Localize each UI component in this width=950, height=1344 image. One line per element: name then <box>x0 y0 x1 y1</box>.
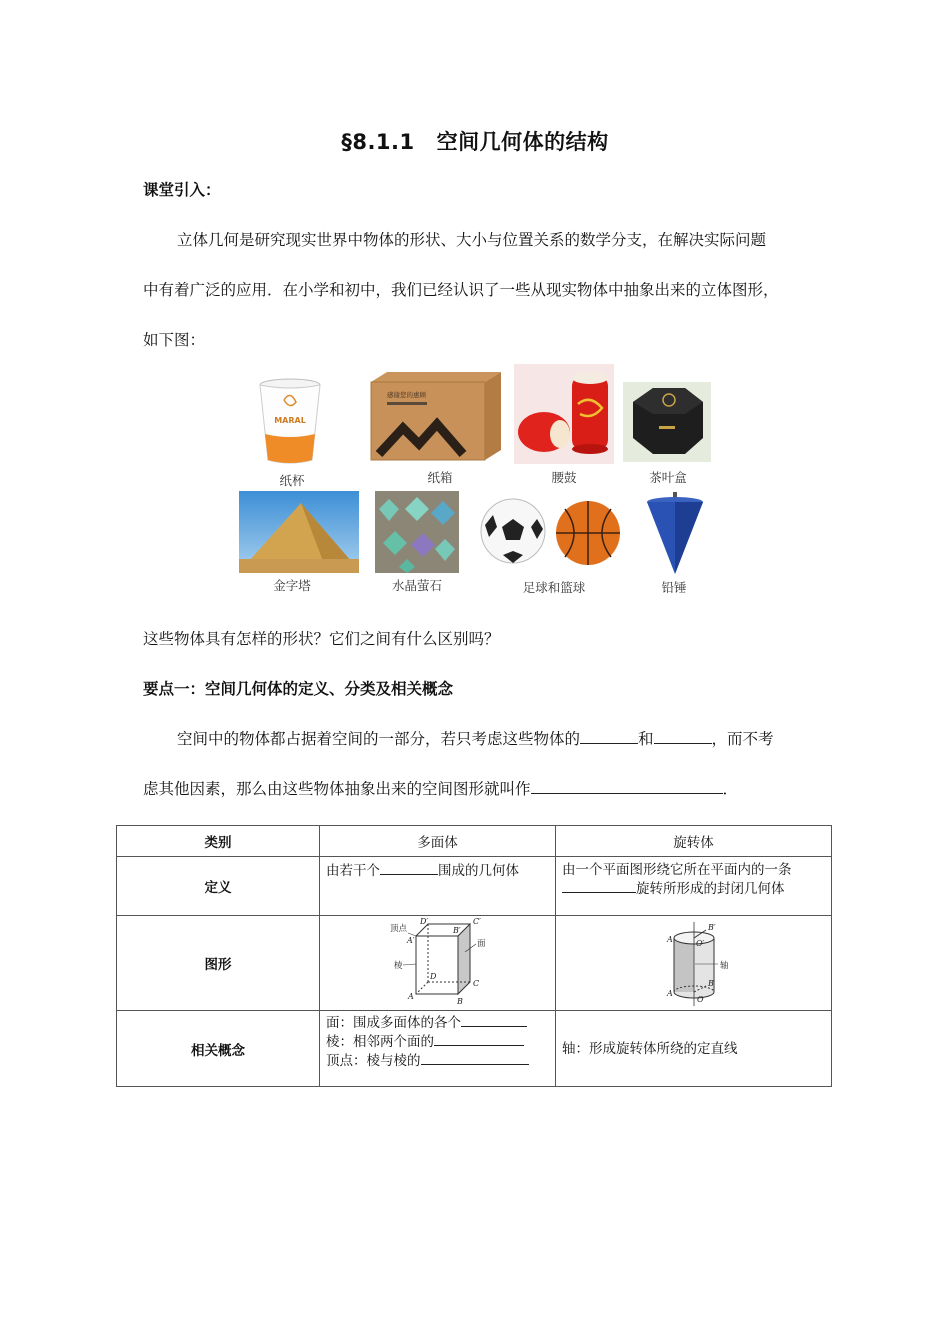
caption-paper-cup: 纸杯 <box>279 473 305 488</box>
question-text: 这些物体具有怎样的形状？它们之间有什么区别吗？ <box>143 630 500 648</box>
waist-drum-image <box>514 364 614 464</box>
caption-waist-drum: 腰鼓 <box>551 470 577 485</box>
svg-text:B: B <box>457 997 463 1006</box>
intro-line-3: 如下图： <box>143 331 206 349</box>
svg-text:棱: 棱 <box>394 961 403 971</box>
header-category: 类别 <box>117 826 320 857</box>
caption-pyramid: 金字塔 <box>273 578 311 593</box>
balls-image <box>479 497 625 569</box>
pyramid-image <box>239 491 359 573</box>
cylinder-diagram <box>556 916 831 1010</box>
header-rotation-body: 旋转体 <box>556 826 832 857</box>
rotation-concepts: 轴：形成旋转体所绕的定直线 <box>556 1011 832 1087</box>
polyhedron-definition: 由若干个 围成的几何体 <box>320 857 556 916</box>
point1-heading: 要点一：空间几何体的定义、分类及相关概念 <box>143 680 454 698</box>
svg-text:面: 面 <box>477 939 486 949</box>
blank-vertices[interactable] <box>421 1051 529 1065</box>
caption-cardboard-box: 纸箱 <box>427 470 453 485</box>
point1-line-2: 虑其他因素，那么由这些物体抽象出来的空间图形就叫作 ． <box>143 780 739 798</box>
blank-size[interactable] <box>654 729 712 744</box>
caption-tea-box: 茶叶盒 <box>649 470 687 485</box>
svg-text:A: A <box>667 935 673 944</box>
plumb-bob-image <box>643 492 707 576</box>
blank-polygons[interactable] <box>380 861 438 875</box>
polyhedron-concepts: 面：围成多面体的各个 棱：相邻两个面的 顶点：棱与棱的 <box>320 1011 556 1087</box>
svg-text:D′: D′ <box>420 917 429 926</box>
svg-text:轴: 轴 <box>720 961 729 971</box>
tea-box-image <box>623 382 711 462</box>
svg-text:A: A <box>408 992 414 1001</box>
blank-line[interactable] <box>562 879 636 893</box>
cup-brand-text: MARAL <box>274 416 306 425</box>
row-definition-label: 定义 <box>117 857 320 916</box>
svg-text:B′: B′ <box>708 923 716 932</box>
fluorite-image <box>375 491 459 573</box>
row-concepts-label: 相关概念 <box>117 1011 320 1087</box>
classification-table <box>116 825 832 1087</box>
rotation-definition: 由一个平面图形绕它所在平面内的一条 旋转所形成的封闭几何体 <box>556 857 832 916</box>
caption-fluorite: 水晶萤石 <box>391 578 442 593</box>
box-label-text: 感谢您的惠顾 <box>387 391 426 399</box>
cardboard-box-image <box>367 370 503 462</box>
svg-text:A: A <box>667 989 673 998</box>
svg-text:B′: B′ <box>453 926 461 935</box>
blank-spatial-geometry[interactable] <box>531 779 723 794</box>
svg-text:O: O <box>697 995 704 1004</box>
svg-text:C: C <box>473 979 480 988</box>
caption-balls: 足球和篮球 <box>522 580 586 595</box>
prism-diagram <box>320 916 555 1010</box>
row-figure-label: 图形 <box>117 916 320 1011</box>
caption-plumb-bob: 铅锤 <box>661 580 687 595</box>
svg-text:D: D <box>430 972 437 981</box>
blank-edges[interactable] <box>434 1032 524 1046</box>
intro-line-2: 中有着广泛的应用．在小学和初中，我们已经认识了一些从现实物体中抽象出来的立体图形， <box>143 281 779 299</box>
point1-line-1: 空间中的物体都占据着空间的一部分，若只考虑这些物体的 和 ，而不考 <box>177 730 774 748</box>
blank-shape[interactable] <box>580 729 638 744</box>
svg-text:C′: C′ <box>473 917 481 926</box>
svg-text:B: B <box>708 979 714 988</box>
svg-text:顶点: 顶点 <box>390 924 408 934</box>
rotation-figure-cell <box>556 916 832 1011</box>
svg-text:O′: O′ <box>696 939 705 948</box>
polyhedron-figure-cell <box>320 916 556 1011</box>
intro-line-1: 立体几何是研究现实世界中物体的形状、大小与位置关系的数学分支，在解决实际问题 <box>177 231 767 249</box>
page-title: §8.1.1 空间几何体的结构 <box>341 130 609 154</box>
header-polyhedron: 多面体 <box>320 826 556 857</box>
blank-faces[interactable] <box>461 1013 527 1027</box>
svg-text:A′: A′ <box>407 936 415 945</box>
paper-cup-image <box>256 376 324 466</box>
intro-heading: 课堂引入： <box>143 181 221 199</box>
